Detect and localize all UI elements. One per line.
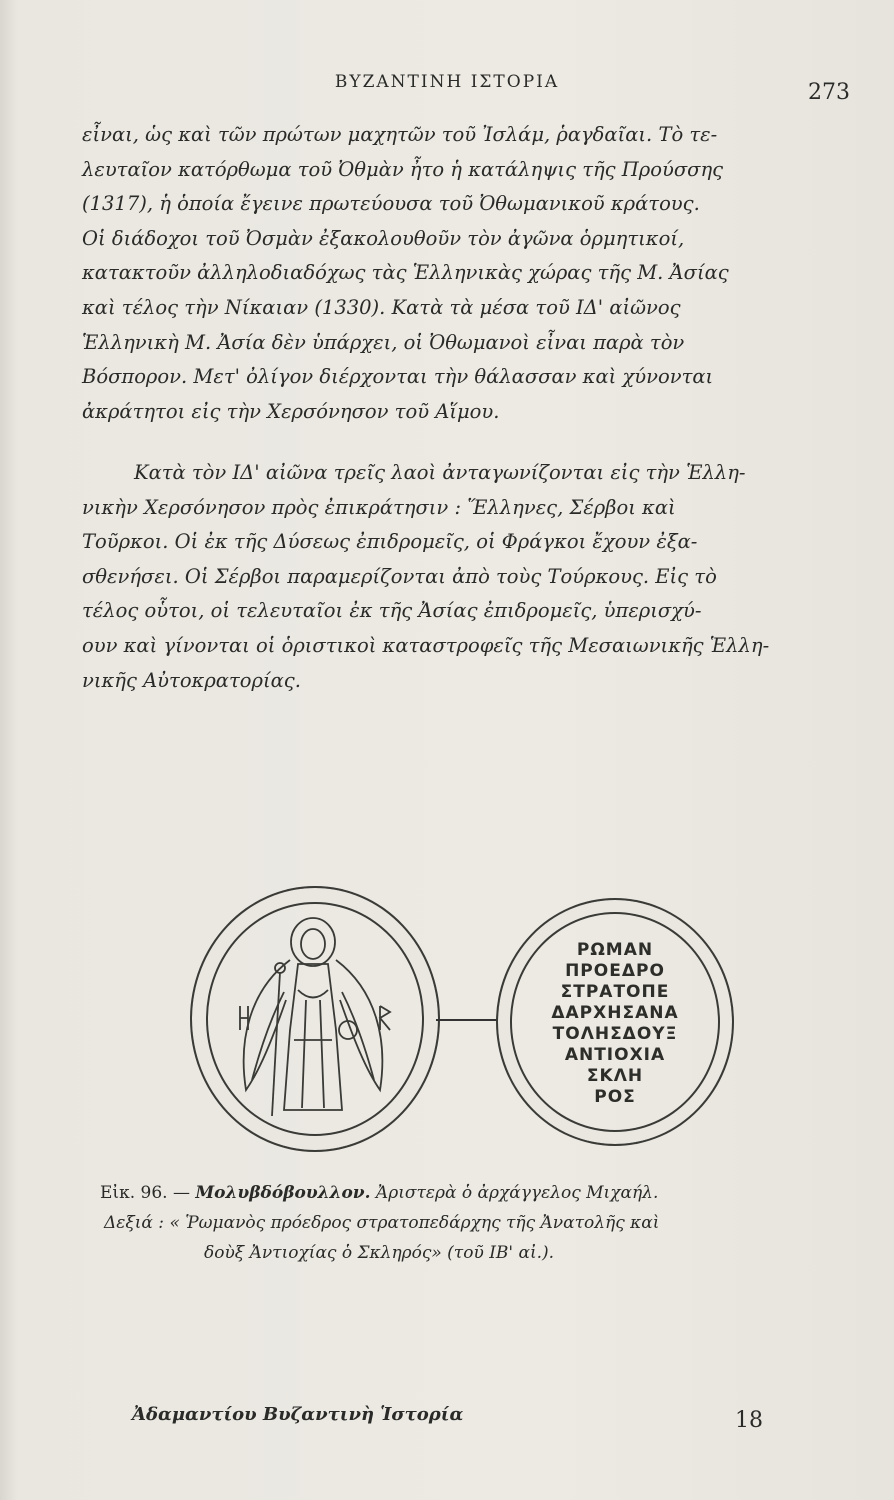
text-line: Κατὰ τὸν ΙΔ' αἰῶνα τρεῖς λαοὶ ἀνταγωνίζονται εἰς τὴν Ἑλλη- (134, 461, 746, 484)
seal-inscription (510, 940, 720, 1108)
text-line: (1317), ἡ ὁποία ἔγεινε πρωτεύουσα τοῦ Ὀθωμανικοῦ κράτους. (82, 192, 700, 216)
caption-text: Ἀριστερὰ ὁ ἀρχάγγελος Μιχαήλ. (375, 1183, 659, 1203)
inscription-line: ΡΟΣ (594, 1087, 636, 1107)
text-line: καὶ τέλος τὴν Νίκαιαν (1330). Κατὰ τὰ μέσα τοῦ ΙΔ' αἰῶνος (82, 295, 681, 319)
text-line: τέλος οὗτοι, οἱ τελευταῖοι ἐκ τῆς Ἀσίας ἐπιδρομεῖς, ὑπερισχύ- (82, 599, 702, 623)
text-line: εἶναι, ὡς καὶ τῶν πρώτων μαχητῶν τοῦ Ἰσλάμ, ῥαγδαῖαι. Τὸ τε- (82, 123, 718, 146)
text-line: Οἱ διάδοχοι τοῦ Ὀσμὰν ἐξακολουθοῦν τὸν ἀγῶνα ὁρμητικοί, (82, 226, 685, 250)
caption-label: Εἰκ. 96. — (100, 1183, 190, 1203)
seal-figure (180, 880, 740, 1160)
caption-line-3: δοὺξ Ἀντιοχίας ὁ Σκληρός» (τοῦ ΙΒ' αἰ.). (204, 1243, 555, 1263)
text-line: κατακτοῦν ἀλληλοδιαδόχως τὰς Ἑλληνικὰς χώρας τῆς Μ. Ἀσίας (82, 261, 729, 285)
inscription-line: ΣΤΡΑΤΟΠΕ (560, 982, 670, 1002)
inscription-line: ΤΟΛΗΣΔΟΥΞ (552, 1024, 678, 1044)
connector-line (436, 1019, 498, 1021)
paragraph-1 (82, 118, 882, 429)
text-line: Βόσπορον. Μετ' ὀλίγον διέρχονται τὴν θάλασσαν καὶ χύνονται (82, 365, 714, 389)
inscription-line: ΑΝΤΙΟΧΙΑ (564, 1045, 666, 1065)
text-line: νικὴν Χερσόνησον πρὸς ἐπικράτησιν : Ἕλληνες, Σέρβοι καὶ (82, 495, 676, 519)
caption-line-1 (100, 1178, 800, 1208)
text-line: ἀκράτητοι εἰς τὴν Χερσόνησον τοῦ Αἵμου. (82, 399, 500, 423)
paragraph-2 (82, 456, 882, 698)
caption-line-2: Δεξιά : « Ῥωμανὸς πρόεδρος στρατοπεδάρχης τῆς Ἀνατολῆς καὶ (104, 1213, 660, 1233)
inscription-line: ΣΚΛΗ (586, 1066, 644, 1086)
inscription-line: ΡΩΜΑΝ (576, 940, 654, 960)
page-number: 273 (808, 80, 850, 105)
text-line: νικῆς Αὐτοκρατορίας. (82, 668, 301, 692)
footer-book-title: Ἀδαμαντίου Βυζαντινὴ Ἱστορία (132, 1404, 464, 1425)
text-line: ουν καὶ γίνονται οἱ ὁριστικοὶ καταστροφεῖς τῆς Μεσαιωνικῆς Ἑλλη- (82, 633, 770, 657)
figure-caption (100, 1178, 800, 1268)
text-line: Ἑλληνικὴ Μ. Ἀσία δὲν ὑπάρχει, οἱ Ὀθωμανοὶ εἶναι παρὰ τὸν (82, 330, 685, 354)
signature-number: 18 (735, 1408, 763, 1433)
running-header: ΒΥΖΑΝΤΙΝΗ ΙΣΤΟΡΙΑ (334, 72, 560, 92)
inscription-line: ΔΑΡΧΗΣΑΝΑ (551, 1003, 679, 1023)
text-line: σθενήσει. Οἱ Σέρβοι παραμερίζονται ἀπὸ τοὺς Τούρκους. Εἰς τὸ (82, 564, 717, 588)
caption-title: Μολυβδόβουλλον. (195, 1183, 371, 1203)
text-line: λευταῖον κατόρθωμα τοῦ Ὀθμὰν ἦτο ἡ κατάληψις τῆς Προύσσης (82, 157, 724, 181)
inscription-line: ΠΡΟΕΔΡΟ (565, 961, 665, 981)
text-line: Τοῦρκοι. Οἱ ἐκ τῆς Δύσεως ἐπιδρομεῖς, οἱ Φράγκοι ἔχουν ἐξα- (82, 530, 698, 554)
archangel-michael-icon (180, 880, 450, 1160)
